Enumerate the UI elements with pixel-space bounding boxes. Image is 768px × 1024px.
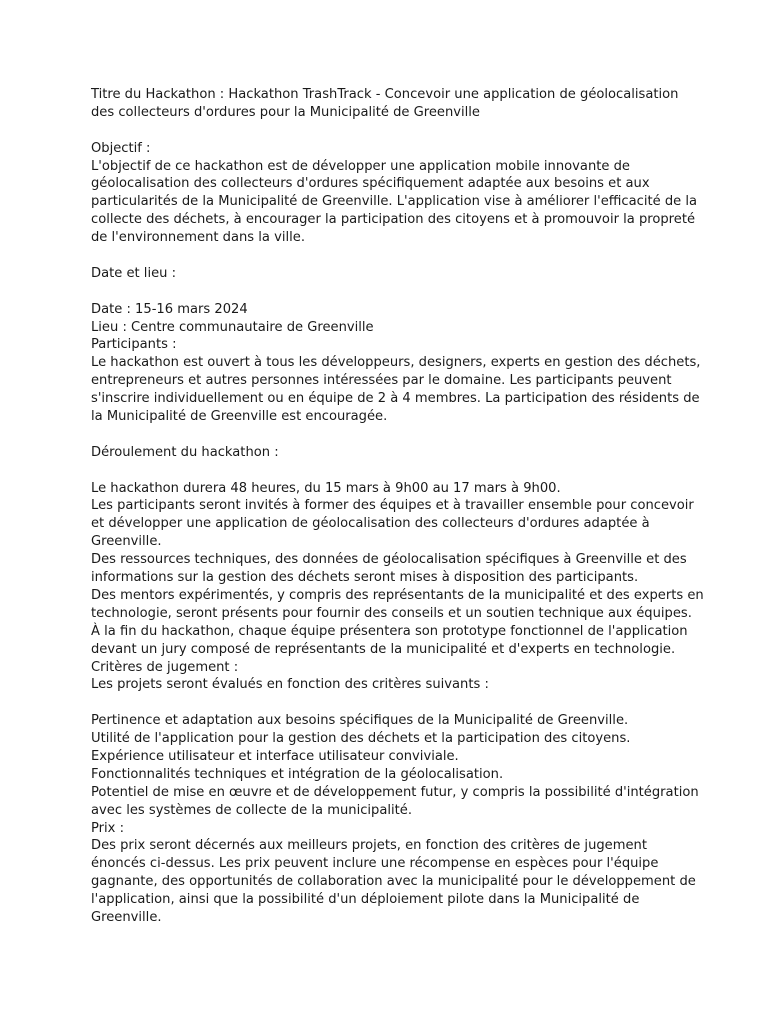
- paragraph-line: Le hackathon durera 48 heures, du 15 mars à 9h00 au 17 mars à 9h00.: [91, 480, 561, 496]
- spacer: [91, 122, 691, 140]
- paragraph-line: informations sur la gestion des déchets seront mises à disposition des participants.: [91, 570, 639, 586]
- paragraph-line: gagnante, des opportunités de collaboration avec la municipalité pour le développement de: [91, 874, 696, 890]
- paragraph-line: énoncés ci-dessus. Les prix peuvent inclure une récompense en espèces pour l'équipe: [91, 856, 659, 872]
- criteria-item: avec les systèmes de collecte de la municipalité.: [91, 802, 413, 818]
- paragraph-line: s'inscrire individuellement ou en équipe de 2 à 4 membres. La participation des résidents de: [91, 391, 700, 407]
- criteria-item: Fonctionnalités techniques et intégration de la géolocalisation.: [91, 766, 504, 782]
- title-line: des collecteurs d'ordures pour la Municipalité de Greenville: [91, 104, 480, 120]
- deroulement-heading: Déroulement du hackathon :: [91, 444, 279, 460]
- paragraph-line: technologie, seront présents pour fournir des conseils et un soutien technique aux équipes.: [91, 605, 692, 621]
- paragraph-line: Greenville.: [91, 534, 162, 550]
- prix-heading: Prix :: [91, 820, 125, 836]
- criteria-item: Pertinence et adaptation aux besoins spécifiques de la Municipalité de Greenville.: [91, 713, 629, 729]
- document-title: [91, 86, 691, 122]
- paragraph-line: L'objectif de ce hackathon est de développer une application mobile innovante de: [91, 158, 630, 174]
- objectif-heading: Objectif :: [91, 140, 151, 156]
- paragraph-line: Des prix seront décernés aux meilleurs projets, en fonction des critères de jugement: [91, 838, 647, 854]
- paragraph-line: de l'environnement dans la ville.: [91, 230, 305, 246]
- spacer: [91, 462, 691, 480]
- section-date-lieu: [91, 265, 691, 337]
- paragraph-line: particularités de la Municipalité de Greenville. L'application vise à améliorer l'efficacité de la: [91, 194, 698, 210]
- paragraph-line: Greenville.: [91, 909, 162, 925]
- paragraph-line: la Municipalité de Greenville est encouragée.: [91, 409, 388, 425]
- participants-heading: Participants :: [91, 337, 177, 353]
- criteria-item: Utilité de l'application pour la gestion des déchets et la participation des citoyens.: [91, 731, 631, 747]
- paragraph-line: devant un jury composé de représentants de la municipalité et d'experts en technologie.: [91, 641, 676, 657]
- criteres-heading: Critères de jugement :: [91, 659, 239, 675]
- spacer: [91, 426, 691, 444]
- section-criteres: [91, 659, 699, 820]
- paragraph-line: Les participants seront invités à former des équipes et à travailler ensemble pour concevoir: [91, 498, 694, 514]
- document-page: [91, 86, 704, 927]
- section-deroulement: [91, 444, 704, 659]
- criteria-item: Potentiel de mise en œuvre et de développement futur, y compris la possibilité d'intégration: [91, 784, 699, 800]
- paragraph-line: Des ressources techniques, des données de géolocalisation spécifiques à Greenville et des: [91, 552, 687, 568]
- date-lieu-heading: Date et lieu :: [91, 265, 177, 281]
- section-participants: [91, 336, 701, 425]
- criteria-item: Expérience utilisateur et interface utilisateur conviviale.: [91, 748, 459, 764]
- paragraph-line: Le hackathon est ouvert à tous les développeurs, designers, experts en gestion des déchets,: [91, 355, 701, 371]
- spacer: [91, 694, 691, 712]
- section-prix: [91, 820, 696, 927]
- criteres-intro: Les projets seront évalués en fonction des critères suivants :: [91, 677, 489, 693]
- lieu-line: Lieu : Centre communautaire de Greenville: [91, 319, 374, 335]
- paragraph-line: collecte des déchets, à encourager la participation des citoyens et à promouvoir la propreté: [91, 212, 696, 228]
- paragraph-line: À la fin du hackathon, chaque équipe présentera son prototype fonctionnel de l'application: [91, 623, 688, 639]
- spacer: [91, 247, 691, 265]
- spacer: [91, 283, 691, 301]
- paragraph-line: l'application, ainsi que la possibilité d'un déploiement pilote dans la Municipalité de: [91, 892, 640, 908]
- paragraph-line: géolocalisation des collecteurs d'ordures spécifiquement adaptée aux besoins et aux: [91, 176, 650, 192]
- section-objectif: [91, 140, 698, 247]
- paragraph-line: entrepreneurs et autres personnes intéressées par le domaine. Les participants peuvent: [91, 373, 672, 389]
- date-line: Date : 15-16 mars 2024: [91, 301, 248, 317]
- paragraph-line: et développer une application de géolocalisation des collecteurs d'ordures adaptée à: [91, 516, 650, 532]
- title-line: Titre du Hackathon : Hackathon TrashTrack - Concevoir une application de géolocalisation: [91, 87, 679, 102]
- paragraph-line: Des mentors expérimentés, y compris des représentants de la municipalité et des experts en: [91, 587, 704, 603]
